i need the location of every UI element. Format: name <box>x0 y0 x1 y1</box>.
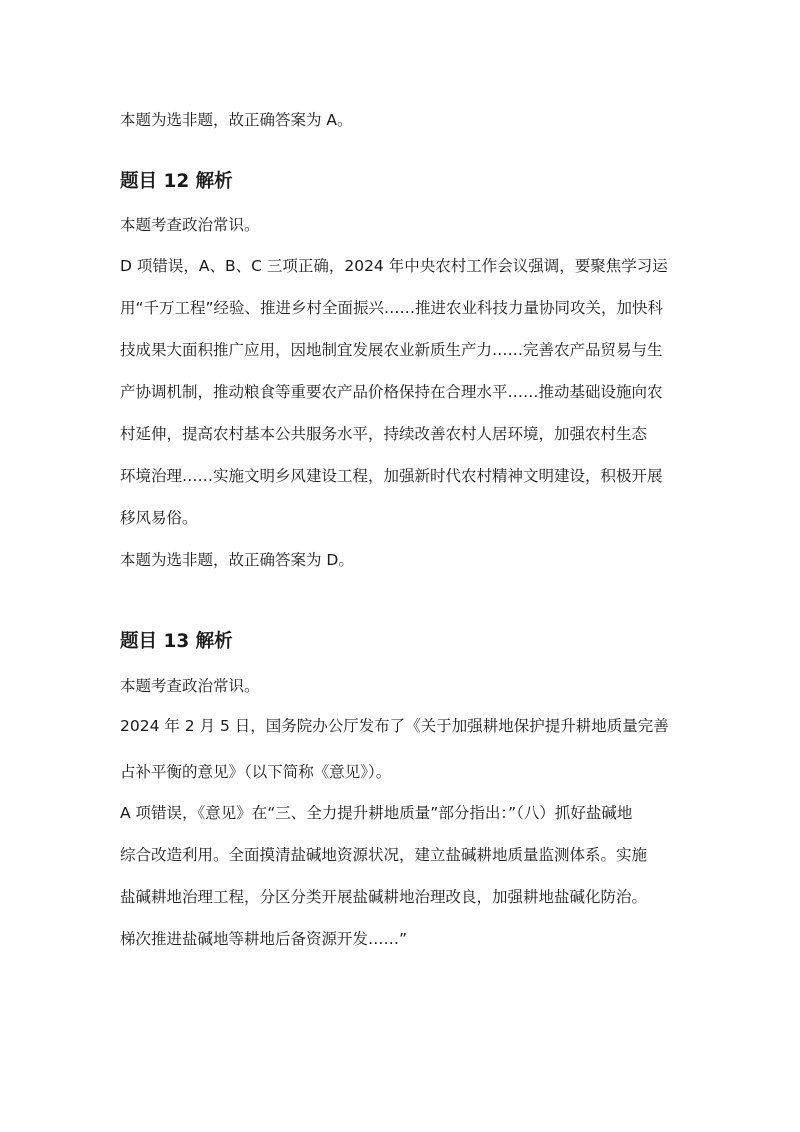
paragraph-line: D 项错误，A、B、C 三项正确，2024 年中央农村工作会议强调，要聚焦学习运 <box>120 257 668 275</box>
paragraph-line: 盐碱耕地治理工程，分区分类开展盐碱耕地治理改良，加强耕地盐碱化防治。 <box>120 888 648 906</box>
topic-line: 本题考查政治常识。 <box>120 677 260 695</box>
question-13-heading: 题目 13 解析 <box>120 631 233 652</box>
paragraph-line: 技成果大面积推广应用，因地制宜发展农业新质生产力……完善农产品贸易与生 <box>120 341 663 359</box>
answer-line-12: 本题为选非题，故正确答案为 D。 <box>120 551 354 569</box>
answer-line-11: 本题为选非题，故正确答案为 A。 <box>120 111 353 129</box>
paragraph-line: 占补平衡的意见》（以下简称《意见》）。 <box>120 763 392 781</box>
paragraph-line: A 项错误，《意见》在“三、全力提升耕地质量”部分指出：”（八）抓好盐碱地 <box>120 804 633 822</box>
paragraph-line: 环境治理……实施文明乡风建设工程，加强新时代农村精神文明建设，积极开展 <box>120 467 663 485</box>
paragraph-line: 产协调机制，推动粮食等重要农产品价格保持在合理水平……推动基础设施向农 <box>120 383 663 401</box>
paragraph-line: 用“千万工程”经验、推进乡村全面振兴……推进农业科技力量协同攻关，加快科 <box>120 299 664 317</box>
paragraph-line: 梯次推进盐碱地等耕地后备资源开发……” <box>120 930 408 948</box>
paragraph-line: 村延伸，提高农村基本公共服务水平，持续改善农村人居环境，加强农村生态 <box>120 425 648 443</box>
topic-line: 本题考查政治常识。 <box>120 216 260 234</box>
paragraph-line: 综合改造利用。全面摸清盐碱地资源状况，建立盐碱耕地质量监测体系。实施 <box>120 846 648 864</box>
paragraph-line: 移风易俗。 <box>120 509 198 527</box>
paragraph-line: 2024 年 2 月 5 日，国务院办公厅发布了《关于加强耕地保护提升耕地质量完善 <box>120 717 669 735</box>
question-12-heading: 题目 12 解析 <box>120 171 233 192</box>
